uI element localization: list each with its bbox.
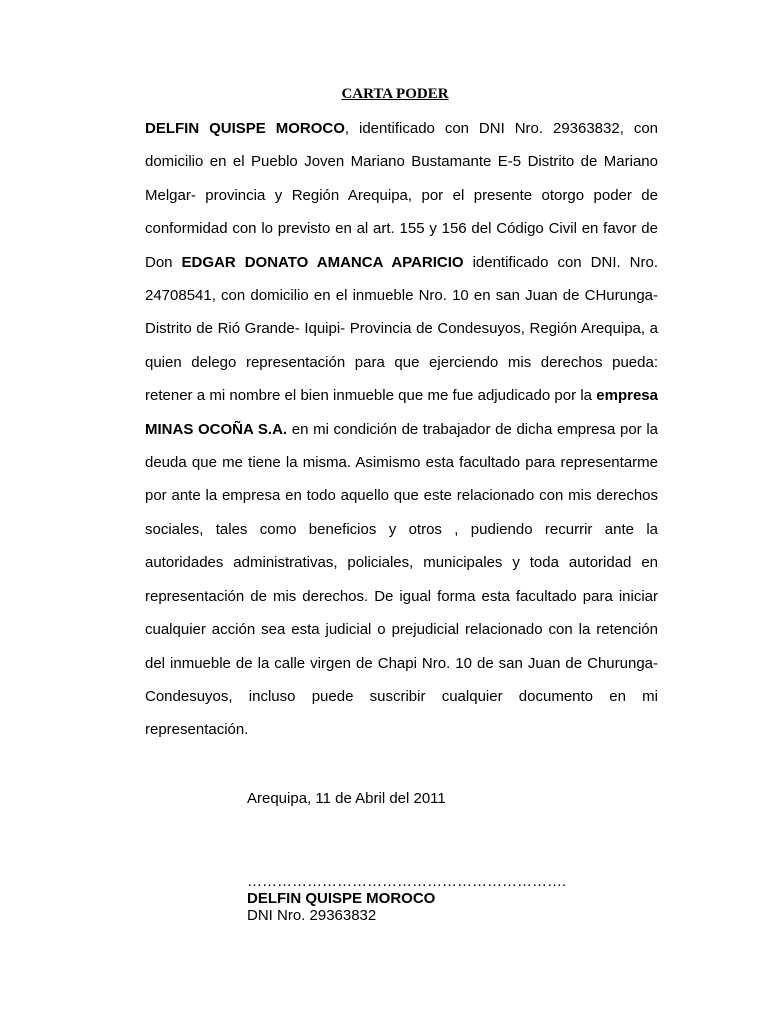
signatory-dni: DNI Nro. 29363832 [247, 907, 377, 924]
grantor-name: DELFIN QUISPE MOROCO [145, 120, 345, 137]
document-title: CARTA PODER [341, 86, 449, 102]
document-body [145, 112, 658, 747]
attorney-name: EDGAR DONATO AMANCA APARICIO [181, 253, 464, 271]
company-name: empresa MINAS OCOÑA S.A. [145, 387, 658, 438]
body-text-segment-1: , identificado con DNI Nro. 29363832, con domicilio en el Pueblo Joven Mariano Bustamante E-5 Distrito de Mariano Melgar- provincia y Región Arequipa, por el presente otorgo poder de conformidad con lo previsto en al art. 155 y 156 del Código Civil en favor de Don [145, 120, 658, 271]
body-text-segment-2: identificado con DNI. Nro. 24708541, con domicilio en el inmueble Nro. 10 en san Juan de CHurunga- Distrito de Rió Grande- Iquipi- Provincia de Condesuyos, Región Arequipa, a quien delego representación para que ejerciendo mis derechos pueda: retener a mi nombre el bien inmueble que me fue adjudicado por la [145, 253, 659, 405]
date-place-line: Arequipa, 11 de Abril del 2011 [247, 790, 446, 807]
signature-line: ………………………………………………………. [247, 873, 567, 890]
signature-block [247, 873, 566, 924]
body-text-segment-3: en mi condición de trabajador de dicha empresa por la deuda que me tiene la misma. Asimismo esta facultado para representarme por ante la empresa en todo aquello que este relacionado con mis derechos sociales, tales como beneficios y otros , pudiendo recurrir ante la autoridades administrativas, policiales, municipales y toda autoridad en representación de mis derechos. De igual forma esta facultado para iniciar cualquier acción sea esta judicial o prejudicial relacionado con la retención del inmueble de la calle virgen de Chapi Nro. 10 de san Juan de Churunga- Condesuyos, incluso puede suscribir cualquier documento en mi representación. [145, 420, 658, 739]
signatory-name: DELFIN QUISPE MOROCO [247, 890, 436, 907]
